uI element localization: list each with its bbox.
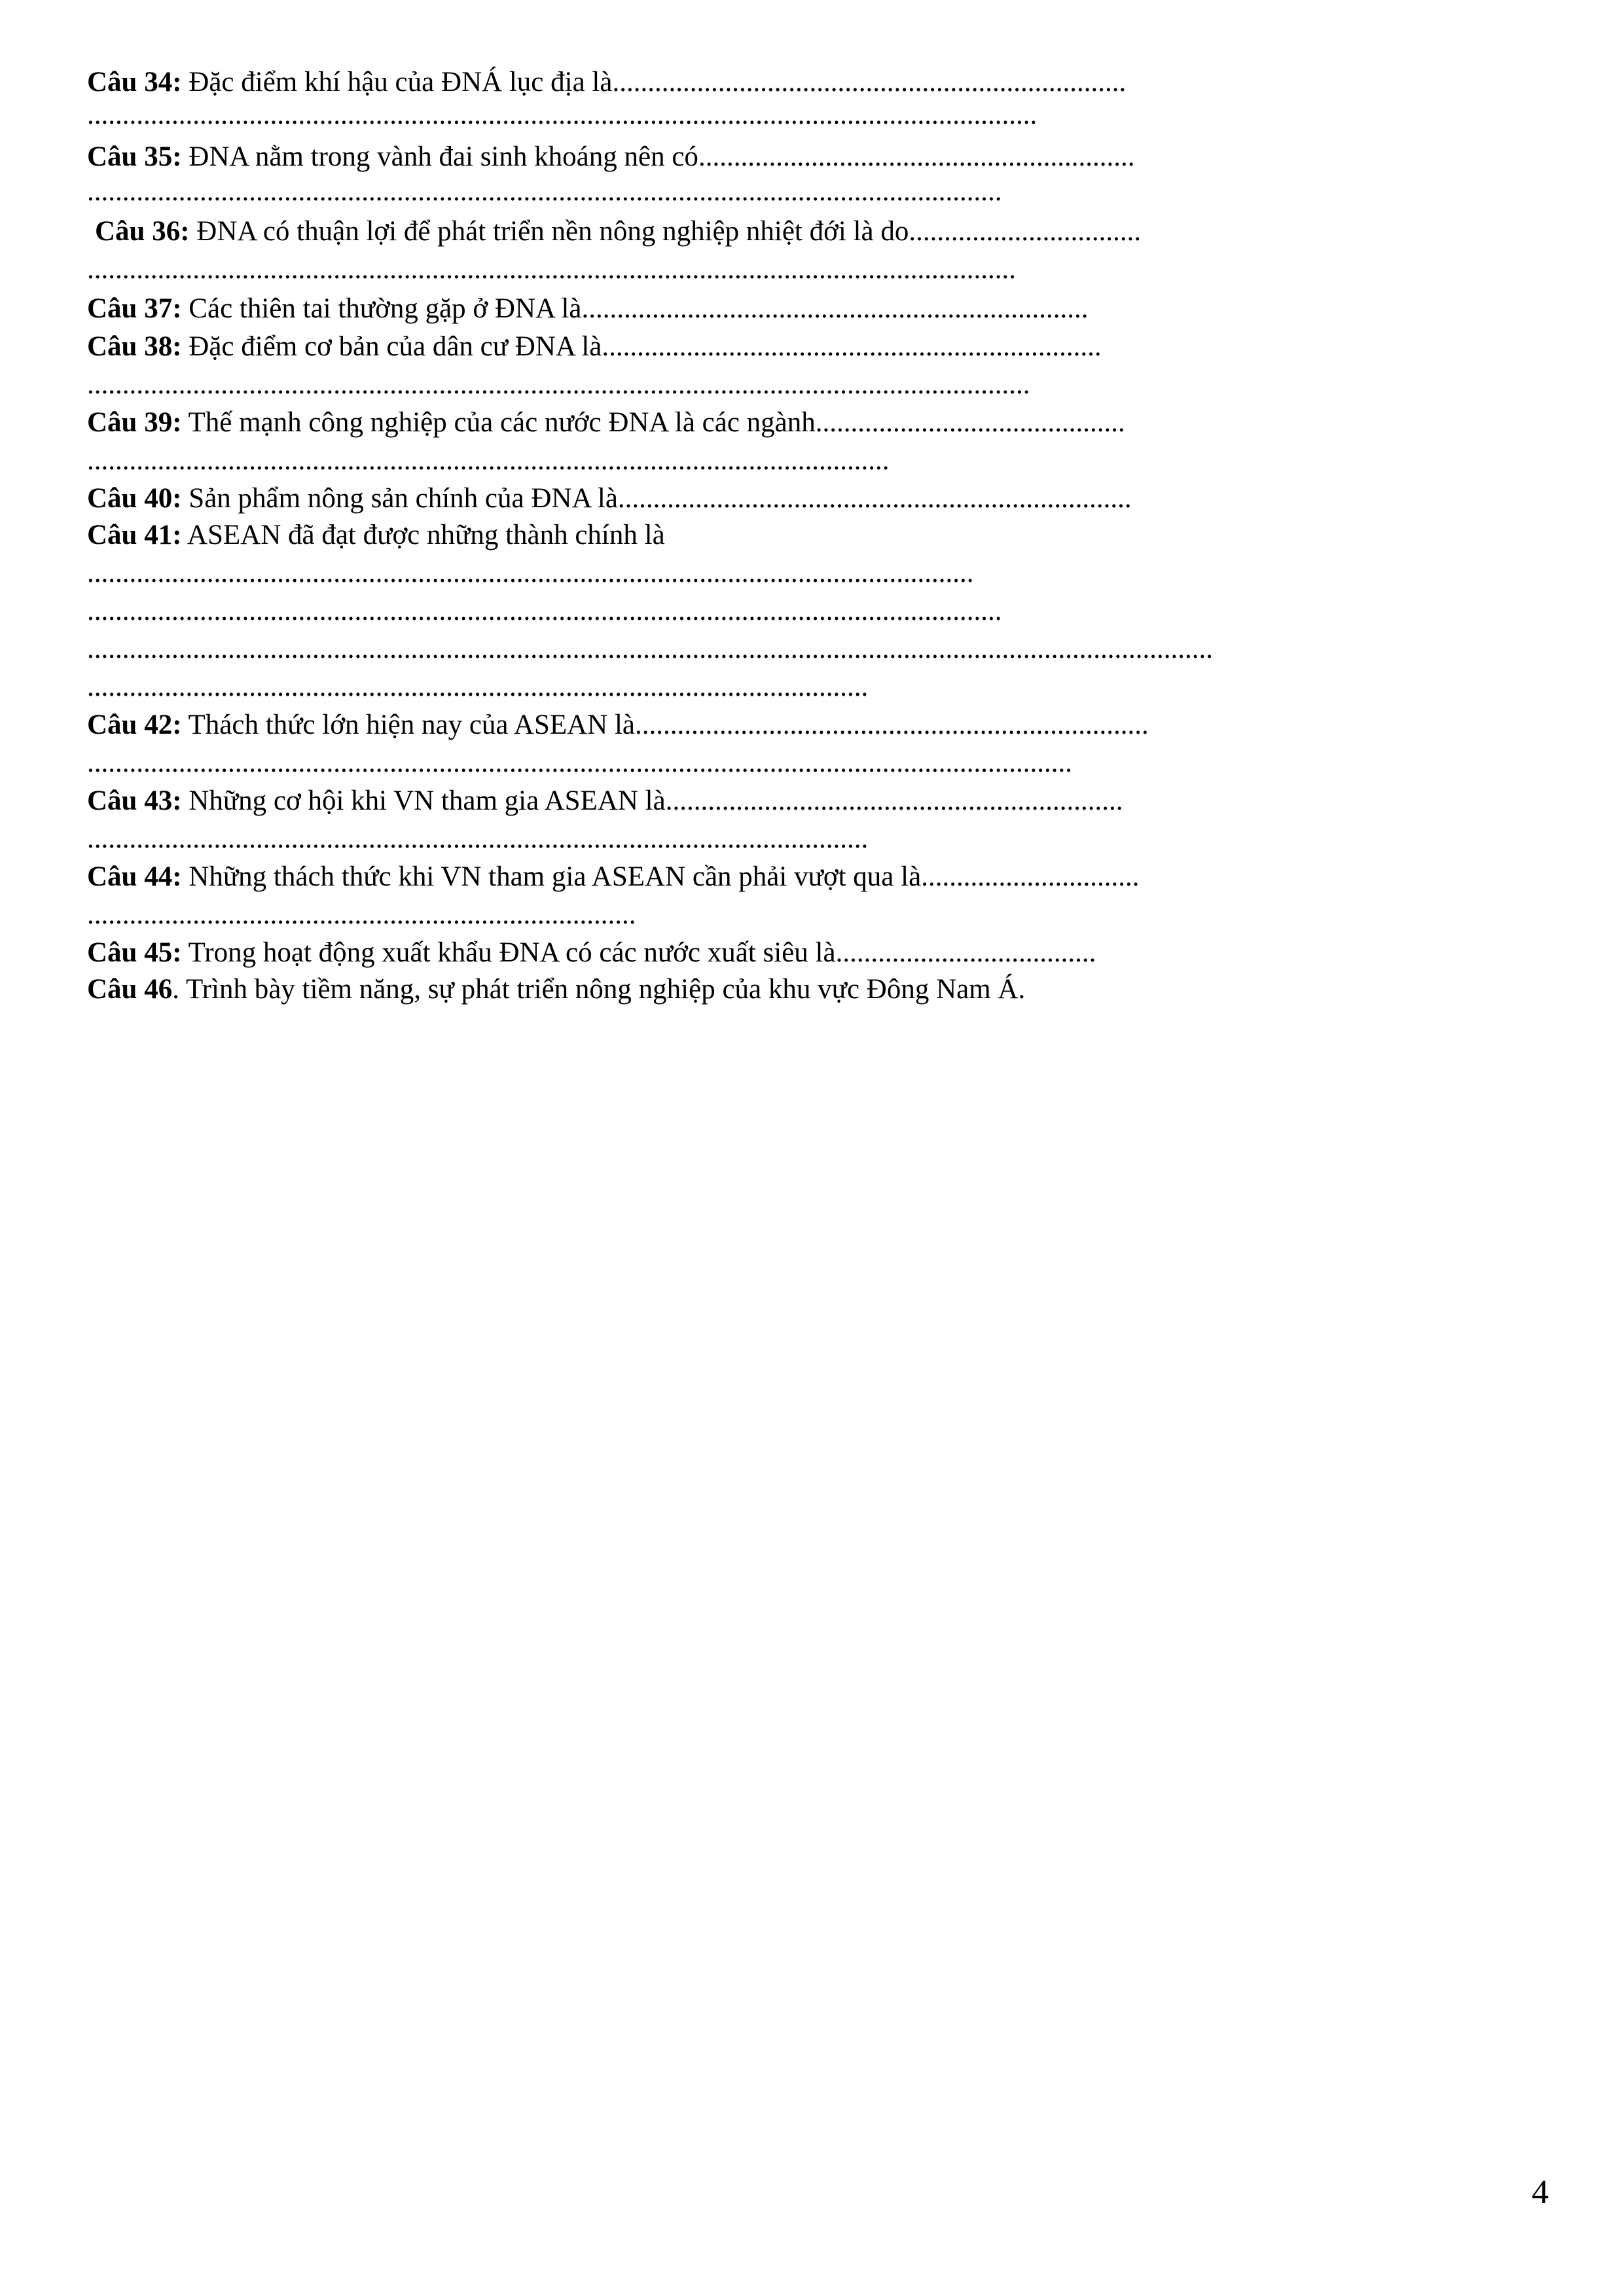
question-label: Câu 38: bbox=[87, 331, 182, 362]
question-40 bbox=[87, 482, 1132, 516]
question-34 bbox=[87, 65, 1126, 99]
answer-line: ....................................................................................................................................... bbox=[87, 99, 1038, 130]
question-text: Những thách thức khi VN tham gia ASEAN cần phải vượt qua là bbox=[181, 861, 922, 892]
question-label: Câu 45: bbox=[87, 937, 182, 968]
question-label: Câu 46 bbox=[87, 974, 173, 1005]
question-text: Những cơ hội khi VN tham gia ASEAN là bbox=[181, 785, 666, 816]
question-label: Câu 43: bbox=[87, 785, 182, 816]
question-label: Câu 41: bbox=[87, 520, 182, 550]
answer-dots: ................................................................. bbox=[665, 785, 1123, 816]
answer-dots: ......................................................................... bbox=[612, 67, 1127, 98]
answer-dots: ........................................................................ bbox=[581, 293, 1089, 324]
question-text: Trong hoạt động xuất khẩu ĐNA có các nước xuất siêu là bbox=[181, 937, 836, 968]
question-text: Sản phẩm nông sản chính của ĐNA là bbox=[181, 483, 618, 514]
question-label: Câu 44: bbox=[87, 861, 182, 892]
answer-dots: ..................................... bbox=[835, 937, 1096, 968]
question-text: Đặc điểm cơ bản của dân cư ĐNA là bbox=[181, 331, 602, 362]
answer-dots: ....................................................................... bbox=[602, 331, 1102, 362]
answer-line: ............................................................................................................................................ bbox=[87, 747, 1072, 778]
question-label: Câu 35: bbox=[87, 141, 182, 172]
question-text: ĐNA nằm trong vành đai sinh khoáng nên có bbox=[181, 141, 698, 172]
question-37 bbox=[87, 292, 1089, 326]
answer-line: .................................................................................................................................. bbox=[87, 596, 1002, 626]
question-label: Câu 39: bbox=[87, 407, 182, 438]
question-35 bbox=[87, 140, 1134, 174]
question-43 bbox=[87, 784, 1123, 818]
question-45 bbox=[87, 936, 1096, 970]
question-39 bbox=[87, 406, 1125, 440]
answer-dots: ............................................ bbox=[815, 407, 1125, 438]
question-label: Câu 36: bbox=[95, 216, 190, 247]
question-text: Đặc điểm khí hậu của ĐNÁ lục địa là bbox=[181, 67, 613, 98]
question-label: Câu 42: bbox=[87, 709, 182, 740]
answer-line: .............................................................................. bbox=[87, 899, 636, 930]
answer-line: .............................................................................................................................. bbox=[87, 558, 974, 588]
question-46 bbox=[87, 973, 1025, 1007]
question-text: ĐNA có thuận lợi để phát triển nền nông nghiệp nhiệt đới là do bbox=[189, 216, 909, 247]
question-text: ASEAN đã đạt được những thành chính là bbox=[181, 520, 665, 550]
question-42 bbox=[87, 708, 1149, 742]
question-text: Thách thức lớn hiện nay của ASEAN là bbox=[181, 709, 636, 740]
answer-line: ............................................................................................................... bbox=[87, 672, 869, 702]
question-text: Các thiên tai thường gặp ở ĐNA là bbox=[181, 293, 582, 324]
answer-dots: .............................................................. bbox=[698, 141, 1135, 172]
question-38 bbox=[87, 330, 1102, 364]
answer-line: ................................................................................................................................................................ bbox=[87, 634, 1213, 664]
question-label: Câu 37: bbox=[87, 293, 182, 324]
question-41 bbox=[87, 518, 665, 552]
question-text: Thế mạnh công nghiệp của các nước ĐNA là các ngành bbox=[181, 407, 816, 438]
answer-dots: ......................................................................... bbox=[635, 709, 1149, 740]
question-36 bbox=[95, 215, 1141, 249]
answer-dots: ............................... bbox=[921, 861, 1140, 892]
question-text: . Trình bày tiềm năng, sự phát triển nông nghiệp của khu vực Đông Nam Á. bbox=[172, 974, 1026, 1005]
question-label: Câu 34: bbox=[87, 67, 182, 98]
answer-dots: ......................................................................... bbox=[617, 483, 1132, 514]
question-44 bbox=[87, 860, 1139, 894]
answer-line: .................................................................................................................................... bbox=[87, 254, 1016, 285]
answer-line: ...................................................................................................................................... bbox=[87, 369, 1030, 400]
answer-line: .................................................................................................................................. bbox=[87, 176, 1002, 207]
question-label: Câu 40: bbox=[87, 483, 182, 514]
answer-dots: ................................. bbox=[909, 216, 1142, 247]
answer-line: .................................................................................................................. bbox=[87, 445, 890, 476]
page-number: 4 bbox=[1532, 2174, 1549, 2211]
answer-line: ............................................................................................................... bbox=[87, 823, 869, 854]
